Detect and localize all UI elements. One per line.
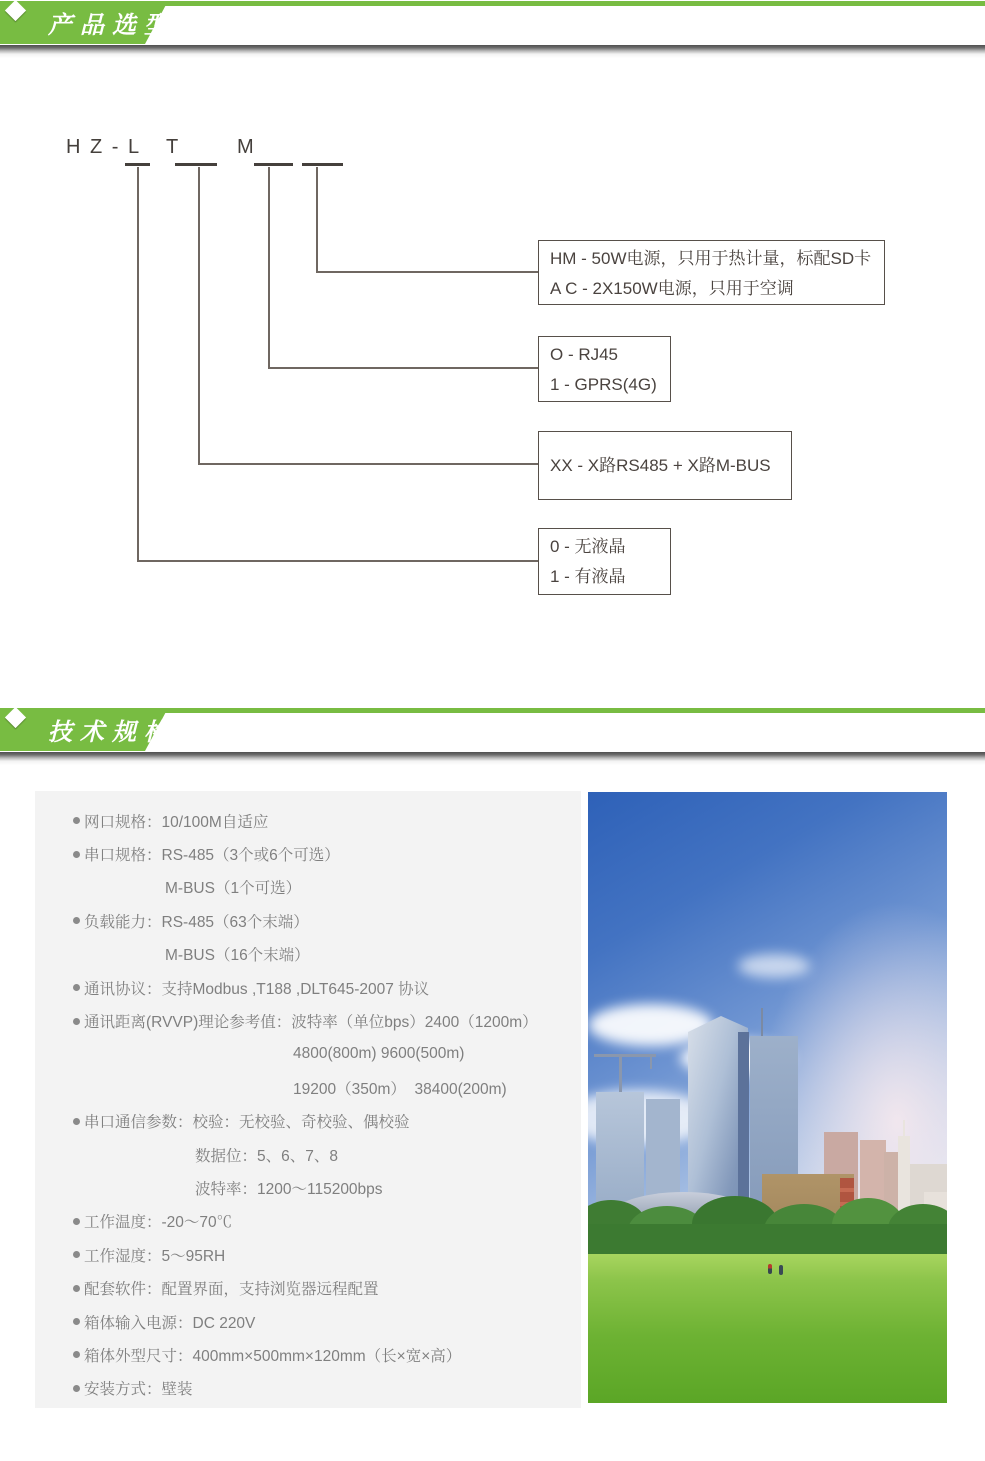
spec-text: 19200（350m） 38400(200m) — [293, 1080, 507, 1098]
spec-row — [35, 1372, 581, 1405]
model-code-t: T — [166, 136, 181, 158]
banner-shadow — [0, 752, 985, 765]
spec-text: 通讯距离(RVVP)理论参考值：波特率（单位bps）2400（1200m） — [84, 1014, 538, 1032]
bullet-icon — [73, 917, 80, 924]
spec-row — [35, 904, 581, 937]
spec-text: 工作温度：-20～70℃ — [84, 1214, 233, 1232]
photo-cloud — [738, 954, 810, 978]
connector-line-lcd-h — [137, 560, 538, 562]
spec-row — [35, 1338, 581, 1371]
spec-row — [35, 1004, 581, 1037]
option-line: XX - X路RS485 + X路M-BUS — [550, 455, 771, 475]
bullet-icon — [73, 1251, 80, 1258]
banner-product-selection — [0, 0, 985, 44]
spec-row — [35, 1138, 581, 1171]
option-line: O - RJ45 — [550, 345, 619, 364]
bullet-icon — [73, 1218, 80, 1225]
model-code-prefix: H Z - L — [66, 136, 142, 158]
spec-text: 工作湿度：5～95RH — [84, 1247, 226, 1265]
spec-row — [35, 1238, 581, 1271]
spec-row — [35, 837, 581, 870]
spec-row — [35, 1271, 581, 1304]
spec-row — [35, 1171, 581, 1204]
spec-text: 配套软件：配置界面，支持浏览器远程配置 — [84, 1281, 379, 1299]
option-line: A C - 2X150W电源，只用于空调 — [550, 279, 794, 298]
specs-panel — [35, 791, 581, 1408]
bullet-icon — [73, 984, 80, 991]
model-blank-4 — [302, 163, 343, 166]
spec-text: 负载能力：RS-485（63个末端） — [84, 913, 309, 931]
spec-text: M-BUS（16个末端） — [165, 947, 310, 965]
photo-person — [779, 1265, 783, 1275]
option-box-serial — [538, 431, 792, 500]
spec-row — [35, 804, 581, 837]
model-blank-1 — [125, 163, 150, 166]
spec-text: 数据位：5、6、7、8 — [195, 1147, 338, 1165]
photo-crane — [650, 1057, 652, 1069]
bullet-icon — [73, 1018, 80, 1025]
city-photo — [588, 792, 947, 1403]
spec-text: 箱体外型尺寸：400mm×500mm×120mm（长×宽×高） — [84, 1347, 462, 1365]
banner-tech-specs — [0, 707, 985, 751]
connector-line-network-h — [268, 367, 538, 369]
bullet-icon — [73, 851, 80, 858]
bullet-icon — [73, 1285, 80, 1292]
spec-row — [35, 1038, 581, 1071]
photo-crane — [594, 1054, 656, 1057]
option-line: 1 - 有液晶 — [550, 567, 626, 586]
spec-row — [35, 1071, 581, 1104]
spec-row — [35, 971, 581, 1004]
connector-line-serial — [198, 167, 200, 465]
model-blank-3 — [254, 163, 293, 166]
spec-text: 4800(800m) 9600(500m) — [293, 1045, 465, 1063]
photo-crane — [619, 1054, 622, 1096]
spec-text: 串口规格：RS-485（3个或6个可选） — [84, 847, 340, 865]
connector-line-power-h — [316, 271, 538, 273]
option-line: 0 - 无液晶 — [550, 537, 626, 556]
photo-person — [768, 1264, 772, 1274]
spec-text: 箱体输入电源：DC 220V — [84, 1314, 256, 1332]
photo-building — [903, 1120, 905, 1138]
option-box-network — [538, 336, 671, 402]
section-title: 技术规格 — [48, 719, 176, 746]
section-title: 产品选型 — [48, 12, 176, 39]
spec-text: 安装方式：壁装 — [84, 1381, 193, 1399]
connector-line-network — [268, 167, 270, 369]
spec-row — [35, 1105, 581, 1138]
option-box-lcd — [538, 528, 671, 595]
spec-row — [35, 1305, 581, 1338]
connector-line-serial-h — [198, 463, 538, 465]
banner-shadow — [0, 45, 985, 58]
connector-line-power — [316, 167, 318, 273]
option-line: 1 - GPRS(4G) — [550, 375, 657, 394]
spec-text: 通讯协议：支持Modbus ,T188 ,DLT645-2007 协议 — [84, 980, 430, 998]
model-code-m: M — [237, 136, 256, 158]
bullet-icon — [73, 817, 80, 824]
spec-text: 网口规格：10/100M自适应 — [84, 813, 269, 831]
photo-grass — [588, 1254, 947, 1403]
bullet-icon — [73, 1351, 80, 1358]
option-box-power-supply — [538, 240, 885, 305]
spec-text: 波特率：1200～115200bps — [195, 1180, 383, 1198]
model-blank-2 — [175, 163, 217, 166]
spec-row — [35, 938, 581, 971]
spec-text: M-BUS（1个可选） — [165, 880, 302, 898]
connector-line-lcd — [137, 167, 139, 562]
spec-row — [35, 1205, 581, 1238]
bullet-icon — [73, 1318, 80, 1325]
bullet-icon — [73, 1385, 80, 1392]
bullet-icon — [73, 1118, 80, 1125]
option-line: HM - 50W电源，只用于热计量，标配SD卡 — [550, 249, 872, 268]
spec-row — [35, 871, 581, 904]
spec-text: 串口通信参数：校验：无校验、奇校验、偶校验 — [84, 1114, 410, 1132]
